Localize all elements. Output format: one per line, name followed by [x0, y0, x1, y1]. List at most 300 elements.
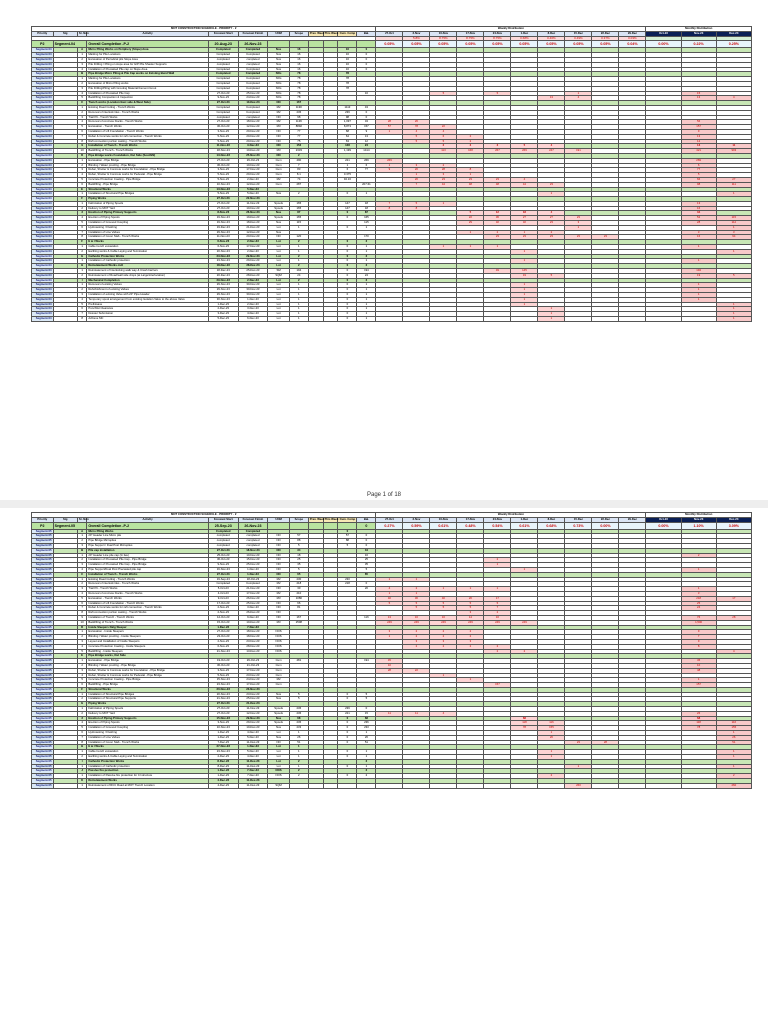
scope: 75: [289, 139, 308, 144]
balance: 157: [357, 125, 376, 130]
forecast-finish: 17-Nov-23: [238, 591, 268, 596]
cum-comp: 1,097: [338, 120, 357, 125]
scope: 1: [289, 307, 308, 312]
segment-label: Segment-05: [32, 735, 54, 740]
serial-number: 4: [77, 173, 86, 178]
forecast-finish: 17-Nov-23: [238, 245, 268, 250]
segment-label: Segment-04: [32, 168, 54, 173]
activity-name: Passive fire protection: [87, 769, 209, 774]
activity-name: Rebar, Shutter & Concrete works for Foundation - Pipe Bridge: [87, 168, 209, 173]
weekly-value: 191: [565, 149, 592, 154]
monthly-value: 155: [716, 726, 751, 731]
balance: 1: [357, 731, 376, 736]
segment-label: Segment-04: [32, 153, 54, 158]
weekly-value: 269: [511, 149, 538, 154]
weekly-plan-percent: 0.49%: [565, 36, 592, 41]
forecast-start: Completed: [208, 81, 238, 86]
scope: 77: [289, 129, 308, 134]
serial-number: 8: [77, 139, 86, 144]
scope: 16: [289, 67, 308, 72]
activity-name: Installation of Line Valves: [87, 230, 209, 235]
activity-name: E & I Works: [87, 240, 209, 245]
forecast-finish: Completed: [238, 582, 268, 587]
forecast-start: 8-Dec-23: [208, 764, 238, 769]
serial-number: J: [77, 769, 86, 774]
forecast-start: 29-Nov-23: [208, 293, 238, 298]
activity-name: Temporary spool arrangement from existing Isolation Valve to the above Valve: [87, 297, 209, 302]
page-number: Page 1 of 18: [366, 492, 402, 498]
schedule-page-1: [31, 26, 752, 322]
weekly-value: 1: [403, 173, 430, 178]
activity-name: Erection of Piping Primary Supports: [87, 716, 209, 721]
balance: 1: [357, 302, 376, 307]
forecast-start: Completed: [208, 110, 238, 115]
scope: 35: [289, 563, 308, 568]
scope: 1: [289, 283, 308, 288]
segment-label: Segment-05: [32, 721, 54, 726]
forecast-start: 27-Oct-23: [208, 158, 238, 163]
activity-name: Backfilling of Trench - Trench Works: [87, 149, 209, 154]
activity-name: Prefinisave: [87, 302, 209, 307]
prev-week: [308, 783, 323, 788]
scope: 152: [289, 144, 308, 149]
uom: Lot: [268, 317, 290, 322]
cum-comp: 16: [338, 62, 357, 67]
forecast-start: 4-Oct-23: [208, 591, 238, 596]
activity-name: Cable trench excavation: [87, 750, 209, 755]
forecast-start: 27-Oct-23: [208, 201, 238, 206]
uom: Nos: [268, 57, 290, 62]
weekly-value: 23: [430, 177, 457, 182]
forecast-finish: 10-Dec-23: [238, 620, 268, 625]
segment-label: Segment-04: [32, 211, 54, 216]
forecast-finish: 12-Nov-23: [238, 711, 268, 716]
weekly-value: 1: [565, 764, 592, 769]
serial-number: 1: [77, 659, 86, 664]
activity-name: Hydrotesting / Flushing: [87, 225, 209, 230]
week-header: 3-Nov: [403, 517, 430, 522]
weekly-value: 5: [484, 601, 511, 606]
segment-label: Segment-05: [32, 596, 54, 601]
monthly-value: 1: [716, 750, 751, 755]
weekly-value: 13: [376, 615, 403, 620]
forecast-start: 5-Nov-23: [208, 177, 238, 182]
forecast-start: completed: [208, 57, 238, 62]
scope: 24: [289, 273, 308, 278]
cum-comp: 78: [338, 81, 357, 86]
serial-number: 3: [77, 668, 86, 673]
activity-name: Rebar, Shutter & Concrete works for Pedestal - Pipe Bridge: [87, 173, 209, 178]
cum-comp: 57: [338, 534, 357, 539]
segment-label: Segment-04: [32, 201, 54, 206]
weekly-plan-percent: 5.8%: [403, 36, 430, 41]
forecast-start: 9-Nov-23: [208, 96, 238, 101]
forecast-finish: Completed: [238, 86, 268, 91]
activity-name: Installation of Grooved Coupling: [87, 726, 209, 731]
weekly-value: 249: [457, 620, 484, 625]
scope: 78: [289, 72, 308, 77]
uom: NO: [268, 601, 290, 606]
scope: 34: [289, 548, 308, 553]
scope: 233: [289, 726, 308, 731]
forecast-start: 23-Nov-23: [208, 259, 238, 264]
forecast-finish: 19-Dec-23: [238, 216, 268, 221]
scope: 74: [289, 177, 308, 182]
overall-weekly-percent: 0.05%: [484, 41, 511, 48]
scope: 2: [289, 264, 308, 269]
forecast-start: 2-Nov-23: [208, 639, 238, 644]
uom: Spools: [268, 206, 290, 211]
uom: Cum: [268, 683, 290, 688]
weekly-value: 3: [484, 144, 511, 149]
uom: M3: [268, 125, 290, 130]
monthly-value: 1: [716, 192, 751, 197]
balance: 18: [357, 201, 376, 206]
forecast-start: 1-Dec-23: [208, 625, 238, 630]
balance: 170: [357, 235, 376, 240]
scope: 51: [289, 740, 308, 745]
forecast-finish: 25-Nov-23: [238, 697, 268, 702]
segment-label: Segment-04: [32, 273, 54, 278]
weekly-value: 8: [376, 206, 403, 211]
scope: 1136: [289, 120, 308, 125]
weekly-value: 249: [376, 620, 403, 625]
scope: 236: [289, 711, 308, 716]
serial-number: 1: [77, 774, 86, 779]
weekly-value: 249: [484, 620, 511, 625]
activity-name: Piping Works: [87, 197, 209, 202]
uom: NOs: [268, 91, 290, 96]
cum-comp: 0: [338, 716, 357, 721]
balance: 0: [357, 67, 376, 72]
weekly-value: 1: [538, 755, 565, 760]
weekly-value: 1: [457, 245, 484, 250]
cum-comp: 0: [338, 216, 357, 221]
column-header-uom: UOM: [268, 517, 290, 522]
activity-name: Pipe Support/Dual Post Precasted pile cap: [87, 567, 209, 572]
forecast-finish: 25-Nov-23: [238, 153, 268, 158]
monthly-value: 66: [681, 177, 716, 182]
uom: Cum: [268, 182, 290, 187]
forecast-finish: 18-Nov-23: [238, 548, 268, 553]
activity-name: Excavation - Inside Sleepers: [87, 630, 209, 635]
forecast-start: 13-Nov-23: [208, 187, 238, 192]
scope: 26: [289, 735, 308, 740]
weekly-plan-percent: 0.68%: [511, 36, 538, 41]
balance: 34: [357, 548, 376, 553]
weekly-value: 267: [484, 149, 511, 154]
scope: 2: [289, 774, 308, 779]
forecast-finish: 4-Dec-23: [238, 731, 268, 736]
forecast-start: 15-Nov-23: [208, 716, 238, 721]
monthly-value: 16: [681, 235, 716, 240]
weekly-value: 2: [457, 644, 484, 649]
serial-number: 8: [77, 235, 86, 240]
forecast-start: 5-Oct-23: [208, 587, 238, 592]
forecast-finish: 23-Nov-23: [238, 673, 268, 678]
activity-name: Achieve MC: [87, 317, 209, 322]
weekly-value: 44: [430, 182, 457, 187]
week-header: 29-Dec: [619, 31, 646, 36]
weekly-value: [592, 317, 619, 322]
serial-number: 2: [77, 110, 86, 115]
forecast-start: 16-Nov-23: [208, 567, 238, 572]
uom: Spools: [268, 721, 290, 726]
stage-cell: [53, 783, 77, 788]
forecast-finish: Completed: [238, 110, 268, 115]
serial-number: 1: [77, 201, 86, 206]
balance: 1: [357, 249, 376, 254]
segment-label: Segment-04: [32, 110, 54, 115]
week-header: 17-Nov: [457, 517, 484, 522]
cum-comp: 63: [338, 139, 357, 144]
forecast-finish: 28-Dec-23: [238, 273, 268, 278]
balance: 6: [357, 163, 376, 168]
weekly-value: [619, 317, 646, 322]
monthly-value: 77: [681, 168, 716, 173]
balance: 0: [357, 582, 376, 587]
cum-comp: 1,199: [338, 149, 357, 154]
scope: 2: [289, 759, 308, 764]
column-header-forecast-start: Forecast Start: [208, 31, 238, 36]
weekly-plan-percent: 0.37%: [592, 36, 619, 41]
serial-number: 10: [77, 149, 86, 154]
segment-label: Segment-04: [32, 288, 54, 293]
weekly-value: 6: [430, 134, 457, 139]
forecast-finish: 11-Dec-23: [238, 779, 268, 784]
overall-weekly-percent: [619, 522, 646, 529]
serial-number: 1: [77, 577, 86, 582]
forecast-finish: 28-Nov-23: [238, 644, 268, 649]
forecast-finish: 21-Nov-23: [238, 587, 268, 592]
forecast-finish: 24-Nov-23: [238, 678, 268, 683]
serial-number: 2: [77, 582, 86, 587]
forecast-start: Completed: [208, 48, 238, 53]
overall-blank: [323, 522, 338, 529]
forecast-start: 5-Nov-23: [208, 134, 238, 139]
uom: Lot: [268, 249, 290, 254]
weekly-value: 4: [430, 129, 457, 134]
weekly-plan-percent: 8.75%: [430, 36, 457, 41]
balance: 68: [357, 716, 376, 721]
column-header-scope: Scope: [289, 517, 308, 522]
weekly-value: 23: [592, 235, 619, 240]
weekly-plan-percent: 0.46%: [538, 36, 565, 41]
weekly-value: 1: [403, 577, 430, 582]
balance: 236: [357, 721, 376, 726]
forecast-start: 27-Oct-23: [208, 197, 238, 202]
balance: 0: [357, 534, 376, 539]
activity-name: Excavation - Trench Works: [87, 125, 209, 130]
weekly-value: 1: [484, 563, 511, 568]
forecast-start: 4-Dec-23: [208, 779, 238, 784]
uom: NO: [268, 129, 290, 134]
scope: 78: [289, 77, 308, 82]
activity-name: Installation of Grooved Coupling: [87, 221, 209, 226]
activity-name: Installation of Structural Pipe Bridges: [87, 192, 209, 197]
balance: 1: [357, 245, 376, 250]
forecast-finish: Completed: [238, 53, 268, 58]
monthly-value: 993: [716, 149, 751, 154]
column-header-uom: UOM: [268, 31, 290, 36]
monthly-value: 28: [716, 615, 751, 620]
uom: NOs: [268, 81, 290, 86]
weekly-value: 1: [511, 302, 538, 307]
activity-name: Installation of Precasted Pile cap on Slope Area: [87, 67, 209, 72]
activity-name: Excavation - Pipe Bridge: [87, 158, 209, 163]
cum-comp: 147: [338, 201, 357, 206]
uom: Lot: [268, 745, 290, 750]
segment-label: Segment-05: [32, 731, 54, 736]
this-week: [323, 783, 338, 788]
serial-number: C: [77, 101, 86, 106]
serial-number: B: [77, 72, 86, 77]
weekly-value: 1: [484, 587, 511, 592]
weekly-value: 2: [430, 644, 457, 649]
column-header-priority: Priority: [32, 31, 54, 36]
activity-name: Removal of concrete blocks - Trench Works: [87, 591, 209, 596]
uom: NO: [268, 235, 290, 240]
forecast-start: 29-Nov-23: [208, 278, 238, 283]
activity-name: Trail Pit - Trench Works: [87, 115, 209, 120]
forecast-start: 5-Dec-23: [208, 317, 238, 322]
overall-weekly-percent: 0.61%: [430, 522, 457, 529]
weekly-value: 1: [538, 192, 565, 197]
activity-name: Pipe Bridge works Foundation, Out Side (South/N): [87, 153, 209, 158]
forecast-finish: 29-Nov-23: [238, 721, 268, 726]
weekly-plan-percent: 8.75%: [457, 36, 484, 41]
scope: 78: [289, 86, 308, 91]
column-header-this-week: This Week: [324, 30, 339, 35]
serial-number: 2: [77, 288, 86, 293]
weekly-value: 2: [403, 644, 430, 649]
forecast-start: 19-Nov-23: [208, 216, 238, 221]
serial-number: 1: [77, 158, 86, 163]
forecast-finish: 12-Dec-23: [238, 182, 268, 187]
activity-name: Excavation - Pipe Bridge: [87, 659, 209, 664]
balance: 16: [357, 91, 376, 96]
weekly-value: 2: [430, 630, 457, 635]
week-header: 27-Oct: [376, 31, 403, 36]
uom: NO: [268, 548, 290, 553]
scope: 165: [289, 201, 308, 206]
activity-name: Hydrotesting / Flushing: [87, 731, 209, 736]
weekly-value: 23: [538, 221, 565, 226]
serial-number: 4: [77, 67, 86, 72]
forecast-finish: 23-Nov-23: [238, 692, 268, 697]
forecast-start: 30-Oct-23: [208, 558, 238, 563]
overall-weekly-percent: 0.00%: [592, 522, 619, 529]
uom: Spools: [268, 707, 290, 712]
segment-label: Segment-05: [32, 702, 54, 707]
forecast-start: 25-Oct-23: [208, 553, 238, 558]
forecast-start: 20-Dec-23: [208, 273, 238, 278]
cum-comp: 128: [338, 144, 357, 149]
weekly-value: 3: [457, 611, 484, 616]
uom: SQM: [268, 273, 290, 278]
uom: M2: [268, 110, 290, 115]
serial-number: 3: [77, 86, 86, 91]
scope: 57: [289, 534, 308, 539]
segment-label: Segment-05: [32, 711, 54, 716]
uom: Cum: [268, 163, 290, 168]
serial-number: 6: [77, 601, 86, 606]
segment-label: Segment-05: [32, 779, 54, 784]
uom: Lot: [268, 764, 290, 769]
column-header-bal: Bal.: [357, 517, 376, 522]
serial-number: 3: [77, 293, 86, 298]
forecast-start: 29-Nov-23: [208, 230, 238, 235]
uom: Cum: [268, 173, 290, 178]
weekly-value: 2: [457, 139, 484, 144]
forecast-start: 23-Nov-23: [208, 254, 238, 259]
activity-name: Reinstatement of Road/wall side drops (at Large/interlocation): [87, 273, 209, 278]
activity-name: Pipe Bridge Micro Piling & Pile Cap works on Existing Bund Wall: [87, 72, 209, 77]
weekly-value: 1: [457, 587, 484, 592]
forecast-finish: completed: [238, 539, 268, 544]
scope: 1190: [289, 105, 308, 110]
balance: 18: [357, 206, 376, 211]
segment-label: Segment-05: [32, 539, 54, 544]
weekly-value: 1: [403, 591, 430, 596]
forecast-start: 10-Nov-23: [208, 182, 238, 187]
weekly-value: 20: [457, 596, 484, 601]
segment-label: Segment-04: [32, 173, 54, 178]
weekly-value: 2: [484, 644, 511, 649]
serial-number: 7: [77, 735, 86, 740]
weekly-value: 9: [376, 168, 403, 173]
balance: 5: [357, 692, 376, 697]
forecast-finish: 5-Dec-23: [238, 750, 268, 755]
uom: M3: [268, 596, 290, 601]
uom: Nos: [268, 716, 290, 721]
scope: 16: [289, 48, 308, 53]
overall-blank: [308, 41, 323, 48]
weekly-value: 2: [430, 144, 457, 149]
activity-name: Installation of Structural Pipe Bridges: [87, 692, 209, 697]
uom: Lot: [268, 759, 290, 764]
balance: 87: [357, 211, 376, 216]
uom: Lot: [268, 245, 290, 250]
cum-comp: 68: [338, 129, 357, 134]
overall-weekly-percent: 0.05%: [403, 41, 430, 48]
uom: Spools: [268, 201, 290, 206]
uom: Lot: [268, 240, 290, 245]
activity-name: Cathodic Protection Works: [87, 254, 209, 259]
serial-number: 4: [77, 216, 86, 221]
segment-label: Segment-05: [32, 572, 54, 577]
forecast-start: 27-Oct-23: [208, 630, 238, 635]
weekly-value: 7: [403, 182, 430, 187]
column-header-stg: Stg: [53, 517, 77, 522]
weekly-value: 17: [484, 596, 511, 601]
segment-label: Segment-05: [32, 548, 54, 553]
uom: NO: [268, 615, 290, 620]
overall-weekly-percent: 0.59%: [403, 522, 430, 529]
forecast-finish: Completed: [238, 81, 268, 86]
scope: 1080: [289, 596, 308, 601]
monthly-value: 51: [716, 740, 751, 745]
balance: 0: [357, 539, 376, 544]
column-header-scope: Scope: [289, 31, 308, 36]
cum-comp: 0: [338, 750, 357, 755]
uom: Nos: [268, 726, 290, 731]
monthly-value: 5: [716, 273, 751, 278]
serial-number: D: [77, 625, 86, 630]
segment-label: Segment-04: [32, 149, 54, 154]
weekly-value: 5: [403, 201, 430, 206]
serial-number: 5: [77, 125, 86, 130]
